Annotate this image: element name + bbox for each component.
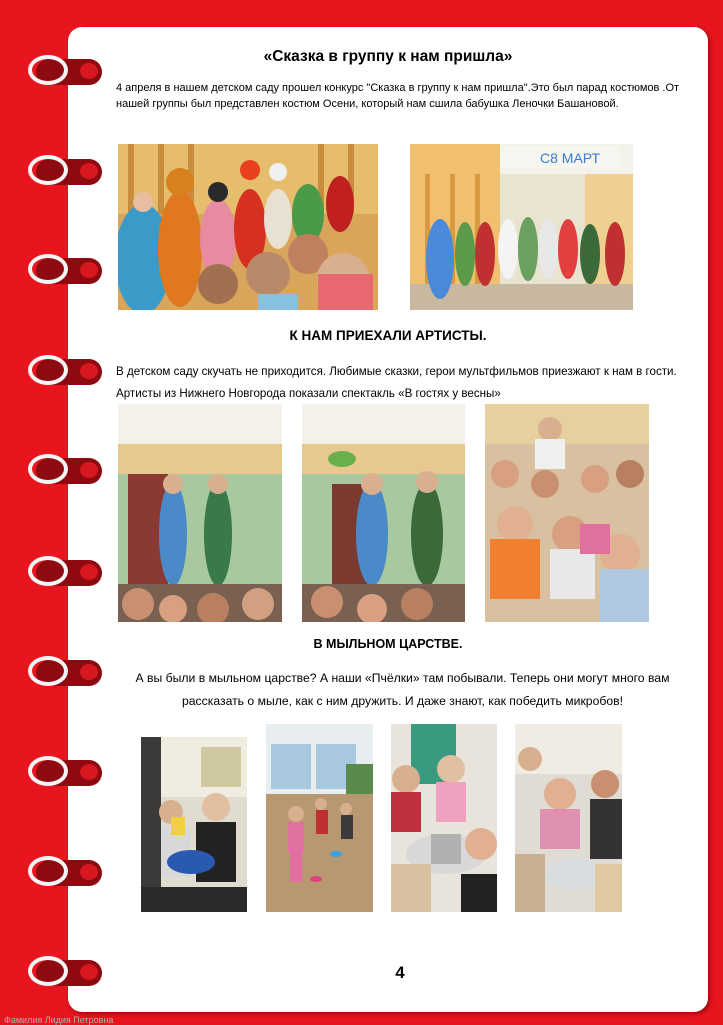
section-text: 4 апреля в нашем детском саду прошел конкурс "Сказка в группу к нам пришла".Это был парад костюмов .От нашей группы был представлен костюм Осени, который нам сшила бабушка Леночки Башановой. (116, 82, 680, 110)
section-title: К НАМ ПРИЕХАЛИ АРТИСТЫ. (289, 328, 487, 343)
spiral-ring-icon (28, 855, 104, 889)
photo (391, 724, 497, 912)
spiral-ring-icon (28, 354, 104, 388)
section-text: В детском саду скучать не приходится. Любимые сказки, герои мультфильмов приезжают к нам в гости. Артисты из Нижнего Новгорода показали спектакль «В гостях у весны» (116, 365, 677, 400)
page-number: 4 (395, 963, 405, 982)
photo (266, 724, 373, 912)
photo (302, 404, 465, 622)
section-title: В МЫЛЬНОМ ЦАРСТВЕ. (313, 637, 463, 651)
footer-author: Фамилия Лидия Петровна (4, 1015, 114, 1025)
photo (141, 737, 247, 912)
photo (118, 144, 378, 310)
photo (410, 144, 633, 310)
spiral-ring-icon (28, 955, 104, 989)
svg-text:С8 МАРТ: С8 МАРТ (540, 150, 601, 166)
section-text: А вы были в мыльном царстве? А наши «Пчёлки» там побывали. Теперь они могут много вам рассказать о мыле, как с ним дружить. И даже знают, как победить микробов! (135, 671, 670, 708)
spiral-ring-icon (28, 655, 104, 689)
photo (485, 404, 649, 622)
spiral-ring-icon (28, 555, 104, 589)
photo (118, 404, 282, 622)
section-title: «Сказка в группу к нам пришла» (263, 48, 513, 65)
spiral-ring-icon (28, 253, 104, 287)
spiral-ring-icon (28, 453, 104, 487)
spiral-ring-icon (28, 755, 104, 789)
photo (515, 724, 622, 912)
spiral-ring-icon (28, 154, 104, 188)
